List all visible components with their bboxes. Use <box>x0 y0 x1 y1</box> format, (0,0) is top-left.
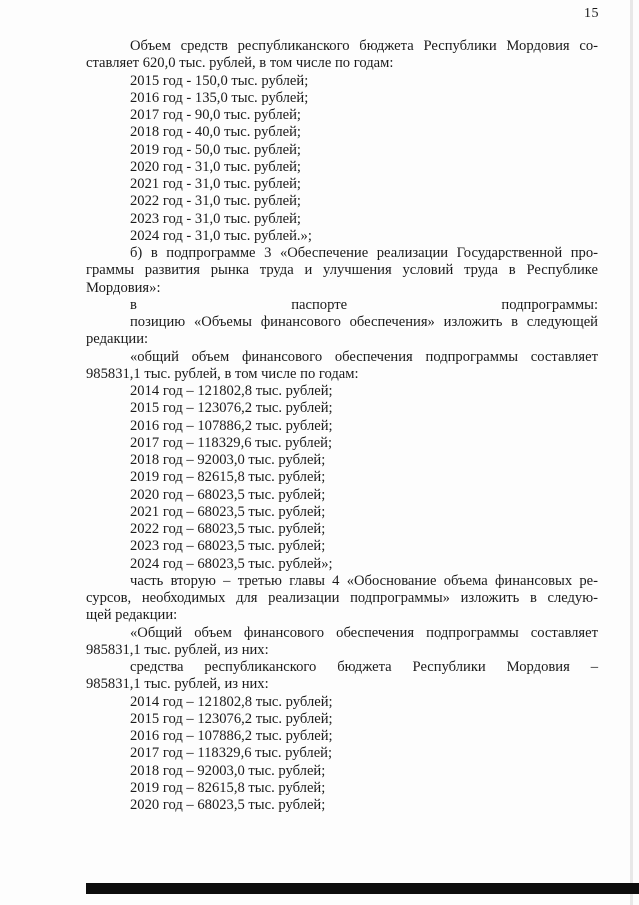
list-item: 2021 год - 31,0 тыс. рублей; <box>130 176 301 192</box>
text-line: Мордовия»: <box>86 279 161 296</box>
text-line: 985831,1 тыс. рублей, из них: <box>86 641 269 658</box>
list-item: 2017 год – 118329,6 тыс. рублей; <box>130 745 333 762</box>
list-item: 2015 год - 150,0 тыс. рублей; <box>130 72 309 89</box>
list-item: 2014 год – 121802,8 тыс. рублей; <box>130 383 333 399</box>
list-item: 2020 год – 68023,5 тыс. рублей; <box>130 797 326 813</box>
text-line: граммы развития рынка труда и улучшения условий труда в Республике <box>86 262 598 279</box>
list-item: 2022 год – 68023,5 тыс. рублей; <box>130 521 326 537</box>
text-line: средства республиканского бюджета Республики Мордовия – <box>130 659 598 675</box>
text-line: ставляет 620,0 тыс. рублей, в том числе по годам: <box>86 55 394 72</box>
list-item: 2022 год - 31,0 тыс. рублей; <box>130 193 301 210</box>
list-item: 2020 год – 68023,5 тыс. рублей; <box>130 486 326 503</box>
list-item: 2016 год - 135,0 тыс. рублей; <box>130 89 309 106</box>
list-item: 2023 год - 31,0 тыс. рублей; <box>130 210 301 227</box>
text-line: «Общий объем финансового обеспечения подпрограммы составляет <box>130 624 598 641</box>
list-item: 2021 год – 68023,5 тыс. рублей; <box>130 503 326 520</box>
list-item: 2019 год - 50,0 тыс. рублей; <box>130 141 301 158</box>
list-item: 2020 год - 31,0 тыс. рублей; <box>130 158 301 175</box>
text-line: позицию «Объемы финансового обеспечения» изложить в следующей <box>130 314 598 330</box>
list-item: 2018 год – 92003,0 тыс. рублей; <box>130 452 326 468</box>
text-line: щей редакции: <box>86 607 178 624</box>
text-line: б) в подпрограмме 3 «Обеспечение реализации Государственной про- <box>130 245 598 261</box>
list-item: 2019 год – 82615,8 тыс. рублей; <box>130 469 326 486</box>
text-line: в паспорте подпрограммы: <box>130 296 598 313</box>
list-item: 2014 год – 121802,8 тыс. рублей; <box>130 693 333 710</box>
list-item: 2016 год – 107886,2 тыс. рублей; <box>130 417 333 434</box>
text-line: 985831,1 тыс. рублей, в том числе по годам: <box>86 365 359 382</box>
text-line: «общий объем финансового обеспечения подпрограммы составляет <box>130 348 598 365</box>
list-item: 2017 год - 90,0 тыс. рублей; <box>130 107 301 123</box>
text-line: часть вторую – третью главы 4 «Обоснование объема финансовых ре- <box>130 572 598 589</box>
list-item: 2024 год - 31,0 тыс. рублей.»; <box>130 227 312 244</box>
list-item: 2015 год – 123076,2 тыс. рублей; <box>130 400 333 417</box>
text-line: сурсов, необходимых для реализации подпрограммы» изложить в следую- <box>86 590 598 606</box>
list-item: 2023 год – 68023,5 тыс. рублей; <box>130 538 326 555</box>
page-number: 15 <box>584 6 599 21</box>
list-item: 2024 год – 68023,5 тыс. рублей»; <box>130 555 333 572</box>
scan-artifact-bar <box>86 883 639 894</box>
list-item: 2018 год - 40,0 тыс. рублей; <box>130 124 301 141</box>
text-line: редакции: <box>86 331 149 348</box>
list-item: 2016 год – 107886,2 тыс. рублей; <box>130 728 333 744</box>
text-line: Объем средств республиканского бюджета Республики Мордовия со- <box>130 38 598 54</box>
list-item: 2019 год – 82615,8 тыс. рублей; <box>130 779 326 796</box>
scan-edge-shadow <box>630 0 633 905</box>
list-item: 2015 год – 123076,2 тыс. рублей; <box>130 710 333 727</box>
list-item: 2017 год – 118329,6 тыс. рублей; <box>130 434 333 451</box>
list-item: 2018 год – 92003,0 тыс. рублей; <box>130 762 326 779</box>
text-line: 985831,1 тыс. рублей, из них: <box>86 676 269 693</box>
